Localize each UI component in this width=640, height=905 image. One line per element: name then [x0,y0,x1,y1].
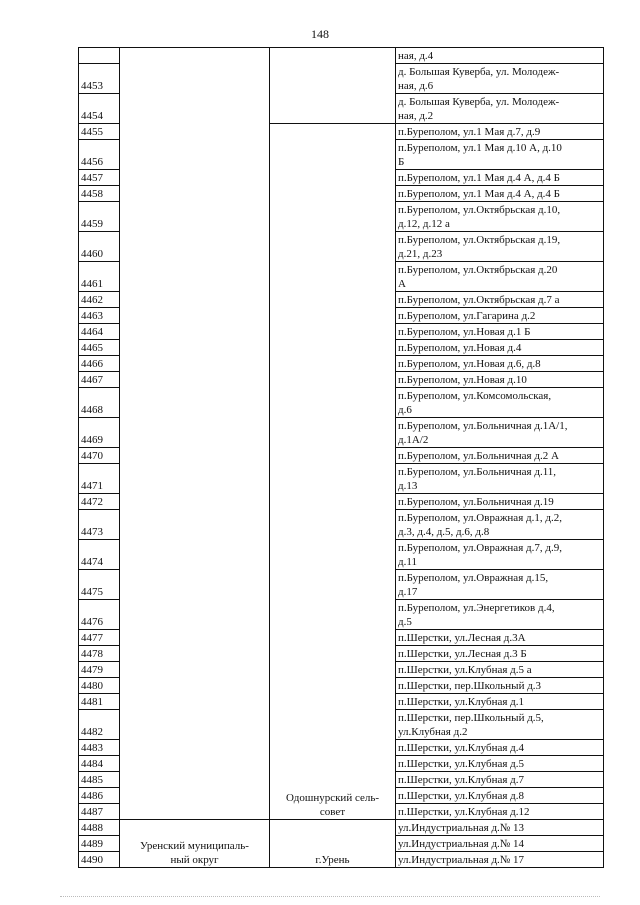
address-cell: п.Буреполом, ул.Новая д.10 [396,372,604,388]
address-cell: п.Буреполом, ул.1 Мая д.10 А, д.10 Б [396,140,604,170]
address-cell: п.Буреполом, ул.Овражная д.15, д.17 [396,570,604,600]
municipality-cell [120,48,270,820]
row-number: 4453 [79,64,120,94]
row-number [79,48,120,64]
address-cell: ул.Индустриальная д.№ 13 [396,820,604,836]
row-number: 4482 [79,710,120,740]
row-number: 4468 [79,388,120,418]
row-number: 4485 [79,772,120,788]
row-number: 4469 [79,418,120,448]
row-number: 4457 [79,170,120,186]
row-number: 4466 [79,356,120,372]
row-number: 4471 [79,464,120,494]
address-cell: п.Буреполом, ул.1 Мая д.7, д.9 [396,124,604,140]
address-cell: п.Буреполом, ул.Комсомольская, д.6 [396,388,604,418]
row-number: 4475 [79,570,120,600]
row-number: 4480 [79,678,120,694]
table-row [79,48,604,64]
row-number: 4462 [79,292,120,308]
table-row [79,820,604,836]
address-cell: п.Шерстки, ул.Клубная д.5 [396,756,604,772]
address-cell: п.Шерстки, ул.Лесная д.3А [396,630,604,646]
row-number: 4460 [79,232,120,262]
row-number: 4461 [79,262,120,292]
address-cell: п.Шерстки, ул.Клубная д.5 а [396,662,604,678]
municipality-cell: Уренский муниципаль- ный округ [120,820,270,868]
address-cell: п.Шерстки, ул.Лесная д.3 Б [396,646,604,662]
address-cell: п.Шерстки, ул.Клубная д.7 [396,772,604,788]
address-cell: п.Буреполом, ул.Овражная д.1, д.2, д.3, д.4, д.5, д.6, д.8 [396,510,604,540]
address-cell: п.Буреполом, ул.1 Мая д.4 А, д.4 Б [396,186,604,202]
scan-artifact-line [60,894,600,897]
row-number: 4454 [79,94,120,124]
address-cell: п.Буреполом, ул.Новая д.6, д.8 [396,356,604,372]
address-cell: п.Шерстки, ул.Клубная д.1 [396,694,604,710]
address-cell: п.Буреполом, ул.Больничная д.1А/1, д.1А/2 [396,418,604,448]
row-number: 4489 [79,836,120,852]
address-cell: п.Буреполом, ул.Энергетиков д.4, д.5 [396,600,604,630]
settlement-cell: г.Урень [270,820,396,868]
address-cell: п.Буреполом, ул.Октябрьская д.10, д.12, д.12 а [396,202,604,232]
address-cell: ул.Индустриальная д.№ 14 [396,836,604,852]
row-number: 4479 [79,662,120,678]
row-number: 4478 [79,646,120,662]
address-cell: п.Буреполом, ул.Гагарина д.2 [396,308,604,324]
row-number: 4470 [79,448,120,464]
row-number: 4473 [79,510,120,540]
row-number: 4477 [79,630,120,646]
address-cell: п.Шерстки, ул.Клубная д.4 [396,740,604,756]
row-number: 4481 [79,694,120,710]
row-number: 4464 [79,324,120,340]
row-number: 4484 [79,756,120,772]
address-cell: п.Буреполом, ул.Октябрьская д.7 а [396,292,604,308]
address-cell: п.Буреполом, ул.Больничная д.11, д.13 [396,464,604,494]
address-cell: п.Буреполом, ул.Новая д.1 Б [396,324,604,340]
row-number: 4487 [79,804,120,820]
page-number: 148 [311,27,329,41]
settlement-cell [270,48,396,124]
address-cell: ная, д.4 [396,48,604,64]
row-number: 4476 [79,600,120,630]
row-number: 4455 [79,124,120,140]
address-cell: д. Большая Кувербa, ул. Молодеж- ная, д.6 [396,64,604,94]
row-number: 4486 [79,788,120,804]
address-cell: ул.Индустриальная д.№ 17 [396,852,604,868]
address-cell: п.Буреполом, ул.Больничная д.2 А [396,448,604,464]
address-cell: п.Буреполом, ул.Больничная д.19 [396,494,604,510]
address-cell: п.Буреполом, ул.Овражная д.7, д.9, д.11 [396,540,604,570]
row-number: 4463 [79,308,120,324]
address-cell: п.Буреполом, ул.Октябрьская д.19, д.21, д.23 [396,232,604,262]
row-number: 4456 [79,140,120,170]
address-cell: п.Шерстки, ул.Клубная д.12 [396,804,604,820]
address-cell: д. Большая Кувербa, ул. Молодеж- ная, д.2 [396,94,604,124]
table-body [79,48,604,868]
address-registry-table [78,47,604,868]
row-number: 4490 [79,852,120,868]
row-number: 4488 [79,820,120,836]
address-cell: п.Буреполом, ул.1 Мая д.4 А, д.4 Б [396,170,604,186]
row-number: 4465 [79,340,120,356]
address-cell: п.Шерстки, пер.Школьный д.3 [396,678,604,694]
row-number: 4458 [79,186,120,202]
address-cell: п.Шерстки, пер.Школьный д.5, ул.Клубная д.2 [396,710,604,740]
address-cell: п.Шерстки, ул.Клубная д.8 [396,788,604,804]
row-number: 4459 [79,202,120,232]
row-number: 4472 [79,494,120,510]
settlement-cell: Одошнурский сель- совет [270,124,396,820]
row-number: 4467 [79,372,120,388]
address-cell: п.Буреполом, ул.Октябрьская д.20 А [396,262,604,292]
address-cell: п.Буреполом, ул.Новая д.4 [396,340,604,356]
row-number: 4483 [79,740,120,756]
row-number: 4474 [79,540,120,570]
